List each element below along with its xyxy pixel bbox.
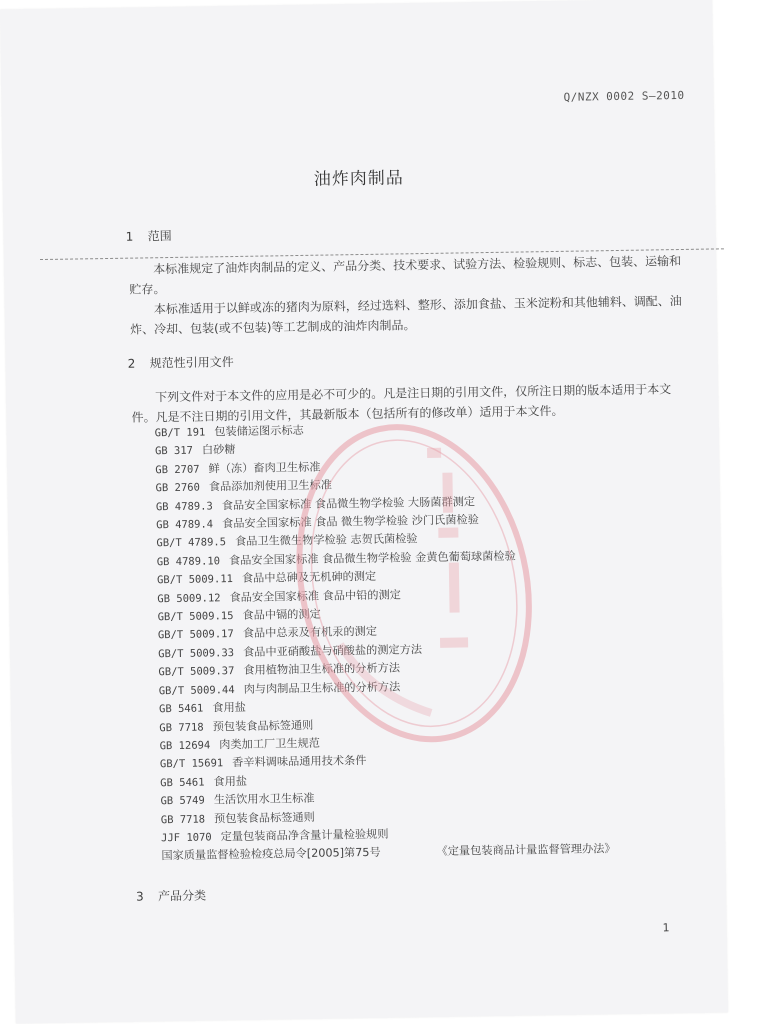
reference-code: GB/T 5009.37 bbox=[158, 665, 235, 679]
reference-code: GB 2707 bbox=[155, 463, 200, 477]
reference-code: GB 317 bbox=[154, 445, 194, 458]
reference-name: 食品中总砷及无机砷的测定 bbox=[241, 570, 377, 586]
standard-code: Q/NZX 0002 S—2010 bbox=[563, 88, 685, 104]
reference-code: GB 4789.4 bbox=[156, 518, 214, 532]
reference-name: 食品中镉的测定 bbox=[242, 607, 321, 622]
section-number: 1 bbox=[125, 229, 134, 244]
section-number: 2 bbox=[127, 356, 136, 371]
section-title: 规范性引用文件 bbox=[149, 355, 234, 371]
reference-code: GB/T 5009.33 bbox=[158, 646, 235, 661]
reference-name: 食品安全国家标准 食品微生物学检验 大肠菌群测定 bbox=[221, 494, 476, 512]
reference-code: GB/T 5009.17 bbox=[157, 628, 234, 642]
reference-name: 预包装食品标签通则 bbox=[212, 718, 314, 733]
reference-code: GB 5461 bbox=[158, 702, 204, 716]
reference-code: GB/T 5009.11 bbox=[156, 573, 234, 587]
reference-code: GB/T 4789.5 bbox=[156, 536, 227, 550]
reference-name: 食用盐 bbox=[212, 700, 247, 715]
reference-code: GB/T 5009.44 bbox=[158, 683, 235, 697]
reference-name: 白砂糖 bbox=[201, 443, 236, 457]
scope-paragraph-2: 本标准适用于以鲜或冻的猪肉为原料，经过选料、整形、添加食盐、玉米淀粉和其他辅料、调配、油炸、冷却、包装(或不包装)等工艺制成的油炸肉制品。 bbox=[130, 293, 682, 337]
reference-name: 预包装食品标签通则 bbox=[213, 810, 315, 825]
reference-name: 食品添加剂使用卫生标准 bbox=[208, 478, 333, 494]
reference-list bbox=[155, 417, 616, 866]
section-title: 范围 bbox=[147, 228, 172, 244]
reference-code: GB/T 15691 bbox=[159, 757, 224, 771]
reference-name: 食用植物油卫生标准的分析方法 bbox=[243, 661, 401, 678]
reference-name: 鲜（冻）畜肉卫生标准 bbox=[208, 460, 321, 476]
reference-name: 食用盐 bbox=[213, 774, 248, 789]
reference-code: GB 5749 bbox=[160, 794, 205, 808]
reference-name: 香辛料调味品通用技术条件 bbox=[232, 754, 367, 770]
reference-code: GB 4789.10 bbox=[156, 555, 221, 569]
page-number: 1 bbox=[662, 921, 670, 935]
reference-name: 《定量包装商品计量监督管理办法》 bbox=[436, 842, 616, 859]
reference-code: GB 5009.12 bbox=[157, 591, 221, 605]
reference-name: 食品卫生微生物学检验 志贺氏菌检验 bbox=[234, 532, 418, 549]
reference-name: 食品安全国家标准 食品 微生物学检验 沙门氏菌检验 bbox=[221, 513, 479, 531]
reference-code: GB/T 5009.15 bbox=[157, 610, 234, 624]
reference-name: 肉类加工厂卫生规范 bbox=[219, 736, 321, 752]
reference-code: JJF 1070 bbox=[161, 831, 212, 845]
reference-name: 包装储运图示标志 bbox=[214, 423, 304, 439]
reference-name: 肉与肉制品卫生标准的分析方法 bbox=[243, 680, 401, 696]
section-title: 产品分类 bbox=[157, 888, 207, 904]
reference-code: GB 7718 bbox=[159, 721, 204, 734]
section-heading-normative bbox=[128, 353, 234, 372]
document-title: 油炸肉制品 bbox=[313, 168, 404, 190]
reference-code: GB 7718 bbox=[160, 813, 206, 826]
reference-name: 生活饮用水卫生标准 bbox=[213, 791, 315, 807]
scope-paragraph-1: 本标准规定了油炸肉制品的定义、产品分类、技术要求、试验方法、检验规则、标志、包装、运输和贮存。 bbox=[129, 253, 682, 297]
reference-code: GB 5461 bbox=[160, 776, 205, 789]
section-heading-scope bbox=[126, 227, 172, 245]
reference-name: 食品安全国家标准 食品微生物学检验 金黄色葡萄球菌检验 bbox=[228, 549, 516, 567]
section-heading-classification bbox=[136, 887, 206, 905]
reference-name: 定量包装商品净含量计量检验规则 bbox=[220, 827, 389, 844]
reference-code: GB/T 191 bbox=[154, 426, 206, 440]
reference-name: 食品中亚硝酸盐与硝酸盐的测定方法 bbox=[242, 642, 423, 659]
section-number: 3 bbox=[135, 889, 144, 904]
reference-code: GB 12694 bbox=[159, 739, 211, 753]
reference-name: 食品安全国家标准 食品中铅的测定 bbox=[229, 588, 402, 604]
reference-name: 食品中总汞及有机汞的测定 bbox=[242, 625, 378, 641]
normative-intro: 下列文件对于本文件的应用是必不可少的。凡是注日期的引用文件，仅所注日期的版本适用于本文件。凡是不注日期的引用文件，其最新版本（包括所有的修改单）适用于本文件。 bbox=[131, 382, 672, 425]
reference-code: GB 2760 bbox=[155, 481, 200, 495]
reference-code: 国家质量监督检验检疫总局令[2005]第75号 bbox=[161, 846, 381, 863]
reference-code: GB 4789.3 bbox=[155, 499, 213, 513]
